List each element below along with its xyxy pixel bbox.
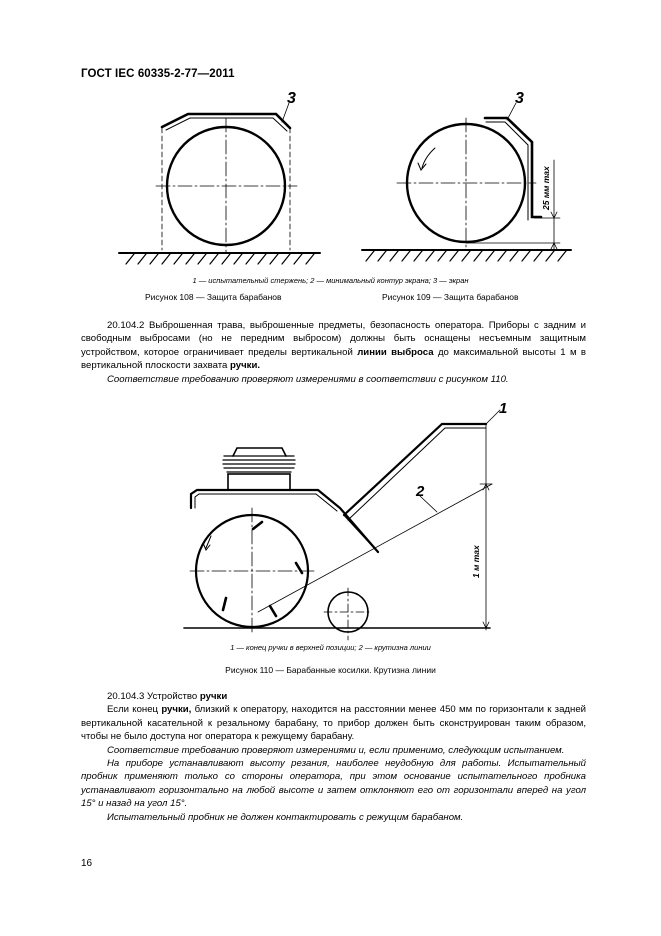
section-20-104-3-title xyxy=(81,690,586,703)
paragraph-text: Если конец xyxy=(107,704,159,716)
fig108-label-3: 3 xyxy=(287,90,296,107)
conformity-note: Соответствие требованию проверяют измерениями в соответствии с рисунком 110. xyxy=(107,373,509,385)
figure-108-caption: Рисунок 108 — Защита барабанов xyxy=(145,292,282,302)
figure-110-drawing xyxy=(184,410,500,640)
paragraph-text: близкий к оператору, находится на расстоянии менее 450 мм по горизонтали к задней вертикальной касательной к резальному барабану, то прибор должен быть сконструирован таким образом, чтобы не было доступа ног оператора к режущему барабану. xyxy=(81,704,587,743)
bold-term: ручки, xyxy=(161,704,192,716)
bold-term: ручки xyxy=(199,691,228,702)
figures-108-109-legend: 1 — испытательный стержень; 2 — минимальный контур экрана; 3 — экран xyxy=(192,276,469,285)
section-20-104-3 xyxy=(81,690,586,824)
paragraph-text: Выброшенная трава, выброшенные предметы, безопасность оператора. Приборы с задним и свободным выбросами (но не передним выбросом) должны быть оснащены несъемным защитным устройством, которое ограничивает пределы вертикальной xyxy=(81,320,587,358)
section-20-104-3-paragraph-2: Соответствие требованию проверяют измерениями и, если применимо, следующим испытанием. xyxy=(107,744,565,756)
figure-109-caption: Рисунок 109 — Защита барабанов xyxy=(382,292,519,302)
page-header-title: ГОСТ IEC 60335-2-77—2011 xyxy=(81,68,235,80)
page-number: 16 xyxy=(81,858,93,869)
fig109-dimension-label: 25 мм max xyxy=(541,166,551,210)
figure-108-drawing xyxy=(119,103,320,264)
fig110-dimension-label: 1 м max xyxy=(471,545,481,578)
bold-term: ручки. xyxy=(230,360,261,372)
fig109-label-3: 3 xyxy=(515,90,524,107)
section-20-104-2-paragraph xyxy=(81,319,586,373)
section-number: 20.104.2 xyxy=(107,320,145,331)
fig110-label-2: 2 xyxy=(416,483,425,500)
figure-110-legend: 1 — конец ручки в верхней позиции; 2 — крутизна линии xyxy=(230,643,431,652)
figure-110-caption: Рисунок 110 — Барабанные косилки. Крутизна линии xyxy=(225,665,436,675)
figure-109-drawing xyxy=(362,103,571,261)
section-20-104-3-paragraph-1 xyxy=(81,703,586,743)
section-number: 20.104.3 xyxy=(107,691,145,702)
paragraph-text: до максимальной высоты 1 м в вертикальной плоскости захвата xyxy=(81,346,587,372)
bold-term: линии выброса xyxy=(357,346,434,358)
fig110-label-1: 1 xyxy=(499,400,508,417)
section-20-104-2 xyxy=(81,319,586,386)
section-20-104-3-paragraph-4: Испытательный пробник не должен контактировать с режущим барабаном. xyxy=(107,811,464,823)
section-20-104-3-paragraph-3: На приборе устанавливают высоту резания, наиболее неудобную для работы. Испытательный пробник применяют только со стороны оператора, при этом основание испытательного пробника устанавливают горизонтально на любой высоте и затем отклоняют его от горизонтали вперед на угол 15° и назад на угол 15°. xyxy=(81,758,586,810)
section-title-text: Устройство xyxy=(147,691,198,702)
